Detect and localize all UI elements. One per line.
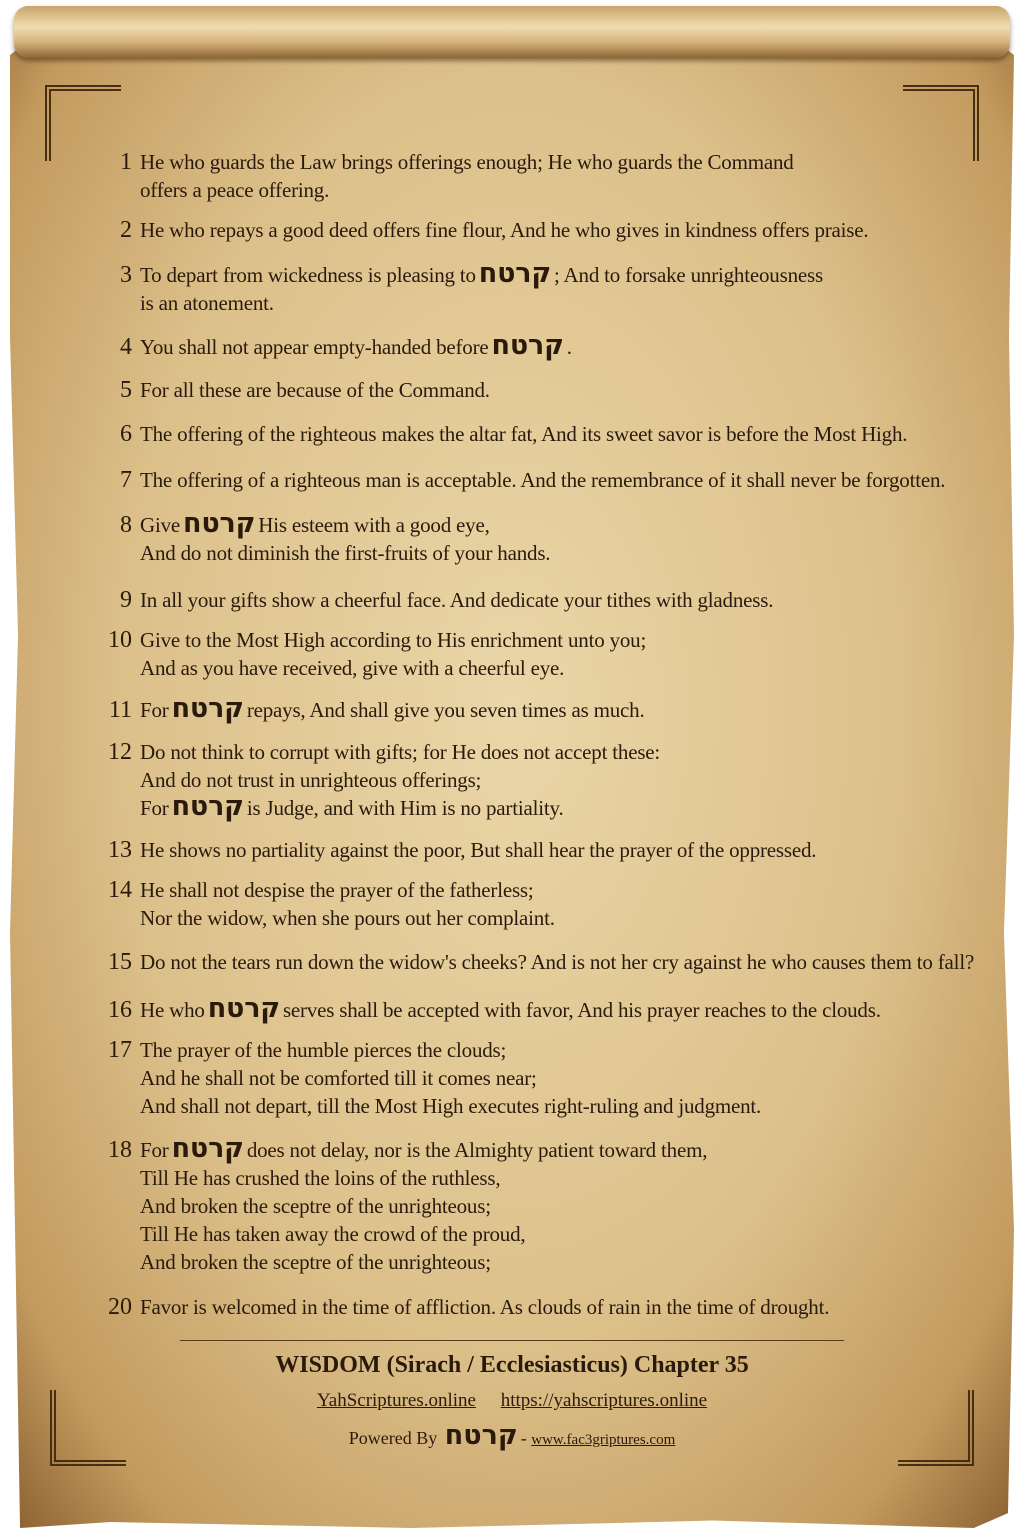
verse-line	[140, 1036, 980, 1064]
verse	[100, 993, 980, 1024]
verse-text: For	[140, 1138, 169, 1162]
verse-line	[140, 993, 980, 1024]
divine-name-glyph: קרטח	[491, 330, 564, 361]
divine-name-glyph: קרטח	[207, 993, 280, 1024]
verse-line	[140, 1092, 980, 1120]
verse	[100, 376, 980, 404]
verse-text: The offering of the righteous makes the altar fat, And its sweet savor is before the Most High.	[140, 422, 908, 446]
verse-number: 15	[108, 949, 132, 975]
powered-by-label: Powered By	[348, 1428, 438, 1448]
verse-number: 17	[108, 1037, 132, 1063]
verse-text: His esteem with a good eye,	[258, 513, 490, 537]
verse-number: 20	[108, 1294, 132, 1320]
verse-line	[140, 330, 980, 361]
verse-line	[140, 836, 980, 864]
verse-text: He shows no partiality against the poor, But shall hear the prayer of the oppressed.	[140, 838, 817, 862]
divine-name-glyph: קרטח	[171, 1133, 244, 1164]
verse-text: ; And to forsake unrighteousness	[554, 263, 823, 287]
verse-line	[140, 876, 980, 904]
divine-name-glyph: קרטח	[478, 258, 552, 289]
chapter-title: WISDOM (Sirach / Ecclesiasticus) Chapter 35	[275, 1352, 749, 1378]
verse-text: For all these are because of the Command.	[140, 378, 490, 402]
verse-text: Till He has crushed the loins of the ruthless,	[140, 1166, 501, 1190]
divider	[180, 1340, 844, 1341]
verse-number: 14	[108, 877, 132, 903]
verse-line	[140, 738, 980, 766]
verse-text: Do not think to corrupt with gifts; for He does not accept these:	[140, 740, 661, 764]
verse	[100, 876, 980, 932]
verse-line	[140, 1192, 980, 1220]
verse-line	[140, 1133, 980, 1164]
verse-line	[140, 258, 980, 289]
verse-line	[140, 376, 980, 404]
verse-line	[140, 1164, 980, 1192]
verse-number: 10	[108, 627, 132, 653]
verse-line	[140, 289, 980, 317]
verse-text: He who repays a good deed offers fine flour, And he who gives in kindness offers praise.	[140, 218, 869, 242]
verse-text: And shall not depart, till the Most High executes right-ruling and judgment.	[140, 1094, 762, 1118]
verse-text: Till He has taken away the crowd of the proud,	[140, 1222, 526, 1246]
verse-line	[140, 1220, 980, 1248]
verse	[100, 1133, 980, 1276]
verse-text: He who guards the Law brings offerings enough; He who guards the Command	[140, 150, 794, 174]
verse-line	[140, 148, 980, 176]
verse-line	[140, 176, 980, 204]
verse-line	[140, 693, 980, 724]
verse	[100, 948, 980, 976]
verse-text: is Judge, and with Him is no partiality.	[246, 796, 564, 820]
verse-text: serves shall be accepted with favor, And his prayer reaches to the clouds.	[282, 998, 881, 1022]
verse-number: 4	[120, 334, 132, 360]
verse-line	[140, 654, 980, 682]
verse	[100, 420, 980, 448]
powered-link[interactable]: www.fac3griptures.com	[531, 1432, 676, 1448]
site-link[interactable]: YahScriptures.online	[316, 1390, 476, 1411]
verse-text: To depart from wickedness is pleasing to	[140, 263, 476, 287]
verse-number: 11	[108, 697, 132, 723]
verse-line	[140, 1293, 980, 1321]
verse-text: The offering of a righteous man is acceptable. And the remembrance of it shall never be forgotten.	[140, 468, 946, 492]
verse-line	[140, 420, 980, 448]
verse-number: 6	[120, 421, 132, 447]
verse-number: 9	[120, 587, 132, 613]
verse-text: is an atonement.	[140, 291, 274, 315]
verse-number: 12	[108, 739, 132, 765]
verse-line	[140, 539, 980, 567]
divine-name-glyph: קרטח	[183, 508, 256, 539]
verse	[100, 693, 980, 724]
site-url-link[interactable]: https://yahscriptures.online	[500, 1390, 708, 1411]
verse-text: And broken the sceptre of the unrighteous;	[140, 1250, 491, 1274]
verse-number: 3	[120, 262, 132, 288]
verse	[100, 738, 980, 822]
verse-text: And do not diminish the first-fruits of your hands.	[140, 541, 551, 565]
verse-line	[140, 1248, 980, 1276]
divine-name-glyph: קרטח	[171, 693, 244, 724]
verse-line	[140, 586, 980, 614]
verse	[100, 330, 980, 361]
divine-name-glyph: קרטח	[171, 791, 244, 822]
verse	[100, 148, 980, 204]
verse-line	[140, 948, 980, 976]
verse-line	[140, 466, 980, 494]
verse-text: Do not the tears run down the widow's cheeks? And is not her cry against he who causes them to fall?	[140, 950, 975, 974]
verse-text: And do not trust in unrighteous offerings;	[140, 768, 482, 792]
verse	[100, 836, 980, 864]
verse	[100, 1293, 980, 1321]
verse-number: 5	[120, 377, 132, 403]
verse-text: offers a peace offering.	[140, 178, 330, 202]
verse-text: He shall not despise the prayer of the fatherless;	[140, 878, 534, 902]
verse-number: 2	[120, 217, 132, 243]
verse-line	[140, 766, 980, 794]
verse	[100, 508, 980, 567]
verse-text: For	[140, 796, 169, 820]
verse-line	[140, 1064, 980, 1092]
verse-number: 16	[108, 997, 132, 1023]
verse-line	[140, 791, 980, 822]
verse-line	[140, 216, 980, 244]
verse-text: repays, And shall give you seven times as much.	[246, 698, 645, 722]
verse-text: Give	[140, 513, 181, 537]
verse-number: 7	[120, 467, 132, 493]
verse-text: Give to the Most High according to His enrichment unto you;	[140, 628, 647, 652]
verse	[100, 586, 980, 614]
verse-line	[140, 508, 980, 539]
verse-text: Favor is welcomed in the time of affliction. As clouds of rain in the time of drought.	[140, 1295, 830, 1319]
verse-text: And as you have received, give with a cheerful eye.	[140, 656, 565, 680]
verse-text: And broken the sceptre of the unrighteous;	[140, 1194, 491, 1218]
verse-text: does not delay, nor is the Almighty patient toward them,	[246, 1138, 708, 1162]
verse-text: For	[140, 698, 169, 722]
verse-text: He who	[140, 998, 205, 1022]
verse	[100, 466, 980, 494]
verse	[100, 626, 980, 682]
site-links	[0, 1390, 1024, 1412]
verse-number: 1	[120, 149, 132, 175]
verse	[100, 258, 980, 317]
verse	[100, 216, 980, 244]
verse-text: In all your gifts show a cheerful face. And dedicate your tithes with gladness.	[140, 588, 774, 612]
divine-name-glyph: קרטח	[444, 1420, 518, 1451]
verse-text: .	[566, 335, 572, 359]
verse-text: And he shall not be comforted till it comes near;	[140, 1066, 537, 1090]
verse-number: 13	[108, 837, 132, 863]
scroll-roll-top	[14, 6, 1010, 58]
verse	[100, 1036, 980, 1120]
verse-number: 18	[108, 1137, 132, 1163]
verse-line	[140, 626, 980, 654]
verse-line	[140, 904, 980, 932]
verse-text: The prayer of the humble pierces the clouds;	[140, 1038, 507, 1062]
verse-text: You shall not appear empty-handed before	[140, 335, 489, 359]
verse-text: Nor the widow, when she pours out her complaint.	[140, 906, 555, 930]
powered-by: Powered By קרטח - www.fac3griptures.com	[348, 1420, 676, 1451]
verse-number: 8	[120, 512, 132, 538]
